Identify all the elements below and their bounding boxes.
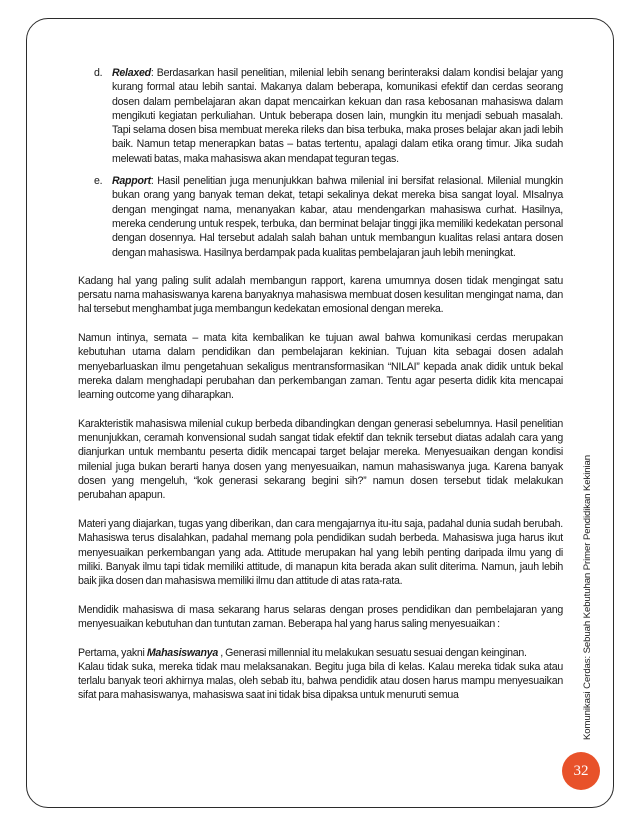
running-title: Komunikasi Cerdas: Sebuah Kebutuhan Primer Pendidikan Kekinian [582, 455, 593, 740]
list-marker: d. [94, 67, 103, 79]
paragraph-intro: Pertama, yakni [78, 646, 147, 659]
keyword-mahasiswanya: Mahasiswanya [146, 646, 219, 659]
body-paragraph: Namun intinya, semata – mata kita kembalikan ke tujuan awal bahwa komunikasi cerdas merupakan kebutuhan utama dalam pendidikan dan pembelajaran kekinian. Tujuan kita sebagai dosen adalah menyebarluaskan ilmu pengetahuan sekaligus mentransformasikan “NILAI” kepada anak didik untuk bekal mereka dalam menghadapi perubahan dan perkembangan zaman. Tentu agar peserta didik kita mencapai learning outcome yang diharapkan. [78, 332, 563, 402]
list-item-rapport [78, 174, 563, 260]
page-number-badge [562, 752, 600, 790]
body-paragraph: Karakteristik mahasiswa milenial cukup berbeda dibandingkan dengan generasi sebelumnya. Hasil penelitian menunjukkan, ceramah konvensional sudah sangat tidak efektif dan teknik tersebut diatas adalah cara yang dianjurkan untuk membantu peserta didik mencapai target belajar mereka. Menyesuaikan dengan kondisi milenial juga bukan berarti hanya dosen yang menyesuaikan, namun mahasiswanya juga. Karena banyak dosen yang mengeluh, “kok generasi sekarang begini sih?” namun dosen tersebut tidak melakukan perubahan apapun. [78, 417, 563, 502]
page-number: 32 [573, 762, 589, 779]
list-item-relaxed [78, 66, 563, 166]
body-paragraph: Mendidik mahasiswa di masa sekarang harus selaras dengan proses pendidikan dan pembelajaran yang menyesuaikan kebutuhan dan tuntutan zaman. Beberapa hal yang harus saling menyesuaikan : [78, 603, 563, 630]
list-text: : Hasil penelitian juga menunjukkan bahwa milenial ini bersifat relasional. Milenial mungkin bukan orang yang banyak teman dekat, tetapi sekalinya dekat mereka bisa sangat loyal. MIsalnya dengan mengingat nama, menanyakan kabar, atau mendengarkan mahasiswa curhat. Hasilnya, mereka cenderung untuk respek, terbuka, dan berminat belajar tinggi jika memiliki kedekatan personal dengan dosennya. Hal tersebut adalah salah bahan untuk membangun kualitas relasi antara dosen dengan mahasiswa. Hasilnya berdampak pada kualitas pembelajaran jauh lebih meningkat. [112, 175, 563, 259]
page-body [78, 66, 563, 703]
list-marker: e. [94, 175, 103, 188]
body-paragraph-last [78, 646, 563, 703]
body-paragraph: Materi yang diajarkan, tugas yang diberikan, dan cara mengajarnya itu-itu saja, padahal dunia sudah berubah. Mahasiswa terus disalahkan, padahal memang pola pendidikan sudah berbeda. Mahasiswa juga harus ikut menyesuaikan perkembangan yang ada. Attitude merupakan hal yang lebih penting daripada ilmu yang di miliki. Banyak ilmu tapi tidak memiliki attitude, di manapun kita berada akan sulit diterima. Namun, jauh lebih baik jika dosen dan mahasiswa memiliki ilmu dan attitude di atas rata-rata. [78, 517, 563, 588]
list-term: Relaxed [112, 67, 151, 79]
list-term: Rapport [112, 175, 151, 188]
paragraph-continuation: Kalau tidak suka, mereka tidak mau melaksanakan. Begitu juga bila di kelas. Kalau mereka tidak suka atau terlalu banyak teori akhirnya malas, oleh sebab itu, bahwa pendidik atau dosen harus mampu menyesuaikan sifat para mahasiswanya, mahasiswa saat ini tidak bisa dipaksa untuk menuruti semua [78, 660, 563, 702]
list-text: : Berdasarkan hasil penelitian, milenial lebih senang berinteraksi dalam kondisi belajar yang kurang formal atau lebih santai. Makanya dalam beberapa, komunikasi efektif dan cerdas seorang dosen dalam pembelajaran akan dapat mencairkan kekuan dan rasa kebosanan mahasiswa dalam mengikuti kegiatan perkuliahan. Untuk beberapa dosen lain, mungkin itu menjadi sebuah masalah. Tapi selama dosen bisa membuat mereka rileks dan bisa terbuka, maka proses belajar akan jadi lebih baik. Namun tetap menerapkan batas – batas tertentu, apalagi dalam etika orang timur. Jika sudah melewati batas, maka mahasiswa akan mendapat teguran tegas. [112, 67, 563, 165]
body-paragraph: Kadang hal yang paling sulit adalah membangun rapport, karena umumnya dosen tidak mengingat satu persatu nama mahasiswanya karena banyaknya mahasiswa membuat dosen kesulitan mengingat nama, dan hal tersebut menghambat juga membangun kedekatan emosional dengan mereka. [78, 274, 563, 316]
paragraph-rest: , Generasi millennial itu melakukan sesuatu sesuai dengan keinginan. [218, 646, 527, 659]
